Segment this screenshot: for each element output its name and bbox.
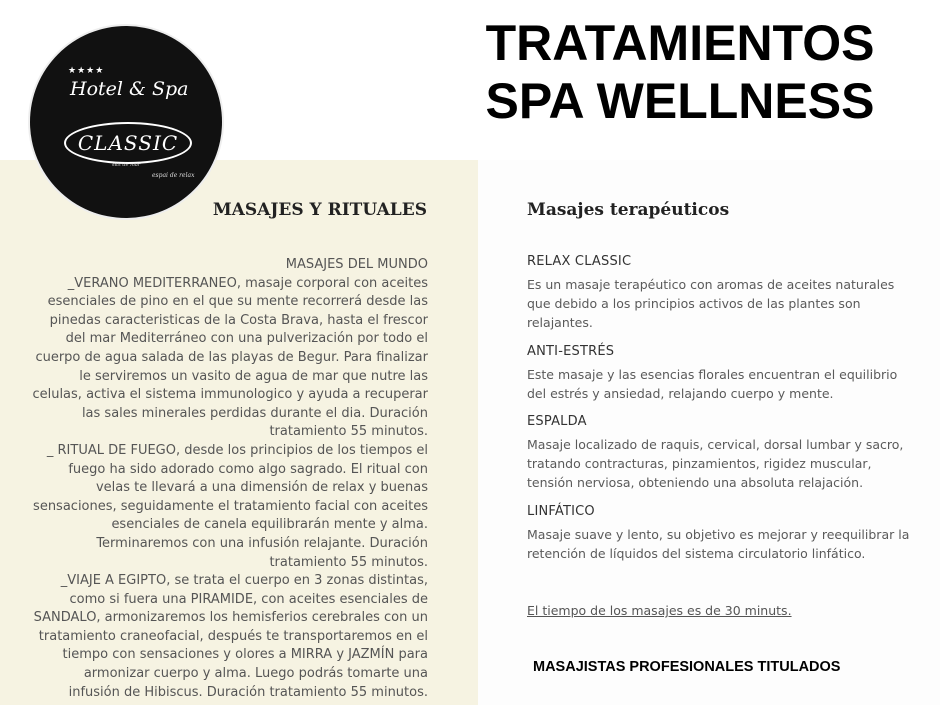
treatment-list [527,254,917,574]
treatment-name: RELAX CLASSIC [527,254,632,269]
logo-stars: ★★★★ [68,66,105,76]
page-title-line-2: SPA WELLNESS [485,73,875,129]
therapeutic-massages-heading: Masajes terapéuticos [527,200,730,220]
treatment-description: Este masaje y las esencias florales encuentran el equilibrio del estrés y ansiedad, relajando cuerpo y mente. [527,366,898,401]
treatment-item [527,344,917,403]
logo-brand: CLASSIC [64,122,192,164]
page-title-line-1: TRATAMIENTOS [485,15,875,71]
ritual-viaje-a-egipto: _VIAJE A EGIPTO, se trata el cuerpo en 3 zonas distintas, como si fuera una PIRAMIDE, con aceites esenciales de SANDALO, armonizaremos los hemisferios cerebrales con un tratamiento craneofacial, después te transportaremos en el tiempo con sensaciones y olores a MIRRA y JAZMÍN para armonizar cuerpo y alma. Luego podrás tomarte una infusión de Hibiscus. Duración tratamiento 55 minutos. [33,573,428,700]
treatment-item [527,504,917,563]
page-title [430,14,930,130]
treatment-description: Masaje suave y lento, su objetivo es mejorar y reequilibrar la retención de líquidos del sistema circulatorio linfático. [527,526,910,561]
world-massages-subheading: MASAJES DEL MUNDO [285,257,428,272]
ritual-verano-mediterraneo: _VERANO MEDITERRANEO, masaje corporal con aceites esenciales de pino en el que su mente recorrerá desde las pinedas caracteristicas de la Costa Brava, hasta el frescor del mar Mediterráneo con una pulverización por todo el cuerpo de agua salada de las playas de Begur. Para finalizar le serviremos un vasito de agua de mar que nutre las celulas, activa el sistema immunologico y ayuda a recuperar las sales minerales perdidas durante el dia. Duración tratamiento 55 minutos. [32,275,428,440]
massages-rituals-heading: MASAJES Y RITUALES [212,200,427,220]
logo-tagline-2: espai de relax [152,172,195,179]
professional-therapists-note: MASAJISTAS PROFESIONALES TITULADOS [533,659,841,675]
treatment-name: ANTI-ESTRÉS [527,343,615,359]
treatment-item [527,254,917,333]
logo-tagline-1: sits de mar [112,162,141,168]
treatment-name: ESPALDA [527,414,587,430]
treatment-description: Es un masaje terapéutico con aromas de aceites naturales que debido a los principios activos de las plantes son relajantes. [527,277,895,331]
treatment-name: LINFÁTICO [527,503,595,519]
treatment-item [527,414,917,493]
hotel-logo [30,26,222,218]
ritual-de-fuego: _ RITUAL DE FUEGO, desde los principios de los tiempos el fuego ha sido adorado como algo sagrado. El ritual con velas te llevará a una dimensión de relax y buenas sensaciones, seguidamente el tratamiento facial con aceites esenciales de canela equilibrarán mente y alma. Terminaremos con una infusión relajante. Duración tratamiento 55 minutos. [33,442,428,570]
massage-duration-note: El tiempo de los masajes es de 30 minuts. [527,603,792,618]
world-massages-text [32,256,428,702]
treatment-description: Masaje localizado de raquis, cervical, dorsal lumbar y sacro, tratando contracturas, pinzamientos, rigidez muscular, tensión nerviosa, obteniendo una absoluta relajación. [527,437,904,491]
logo-hotel-text: Hotel & Spa [70,78,189,100]
